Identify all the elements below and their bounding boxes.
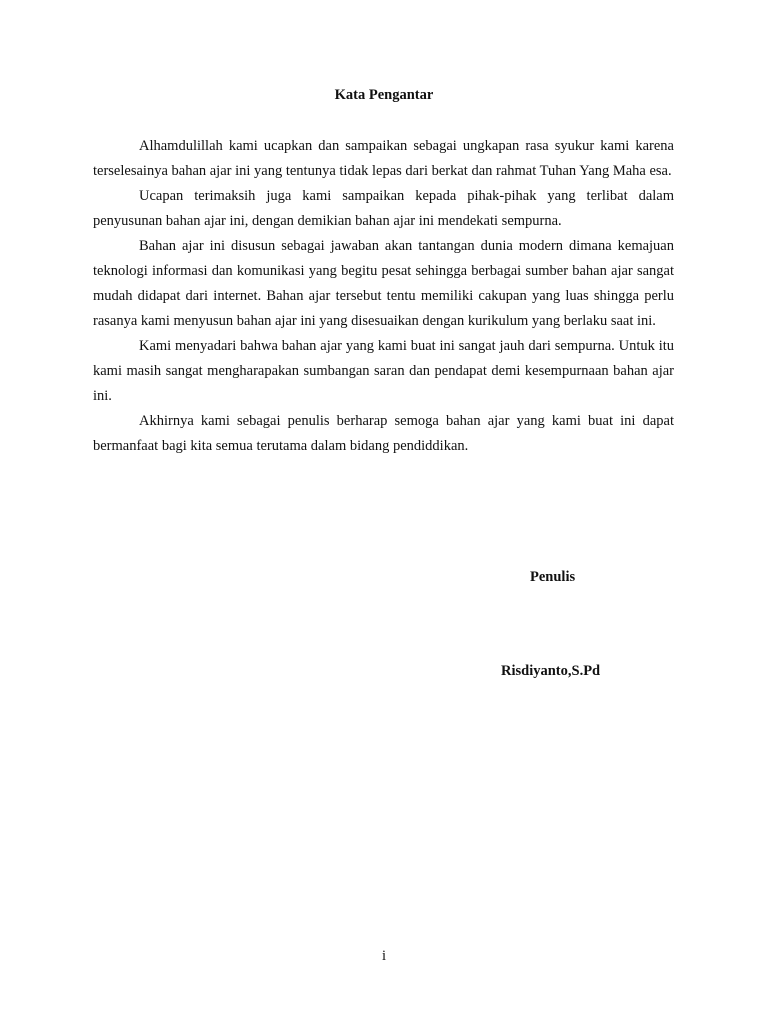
page-title: Kata Pengantar xyxy=(334,87,434,103)
paragraph: Bahan ajar ini disusun sebagai jawaban akan tantangan dunia modern dimana kemajuan teknologi informasi dan komunikasi yang begitu pesat sehingga berbagai sumber bahan ajar sangat mudah didapat dari internet. Bahan ajar tersebut tentu memiliki cakupan yang luas shingga perlu rasanya kami menyusun bahan ajar ini yang disesuaikan dengan kurikulum yang berlaku saat ini. xyxy=(93,238,674,329)
page-number: i xyxy=(381,948,387,964)
paragraph: Ucapan terimaksih juga kami sampaikan kepada pihak-pihak yang terlibat dalam penyusunan bahan ajar ini, dengan demikian bahan ajar ini mendekati sempurna. xyxy=(93,188,674,229)
body-text xyxy=(93,134,674,459)
paragraph: Akhirnya kami sebagai penulis berharap semoga bahan ajar yang kami buat ini dapat bermanfaat bagi kita semua terutama dalam bidang pendiddikan. xyxy=(93,413,674,454)
signature-name: Risdiyanto,S.Pd xyxy=(501,663,601,679)
signature-label: Penulis xyxy=(530,569,576,585)
paragraph: Alhamdulillah kami ucapkan dan sampaikan sebagai ungkapan rasa syukur kami karena terselesainya bahan ajar ini yang tentunya tidak lepas dari berkat dan rahmat Tuhan Yang Maha esa. xyxy=(93,138,674,179)
paragraph: Kami menyadari bahwa bahan ajar yang kami buat ini sangat jauh dari sempurna. Untuk itu kami masih sangat mengharapakan sumbangan saran dan pendapat demi kesempurnaan bahan ajar ini. xyxy=(93,338,674,404)
